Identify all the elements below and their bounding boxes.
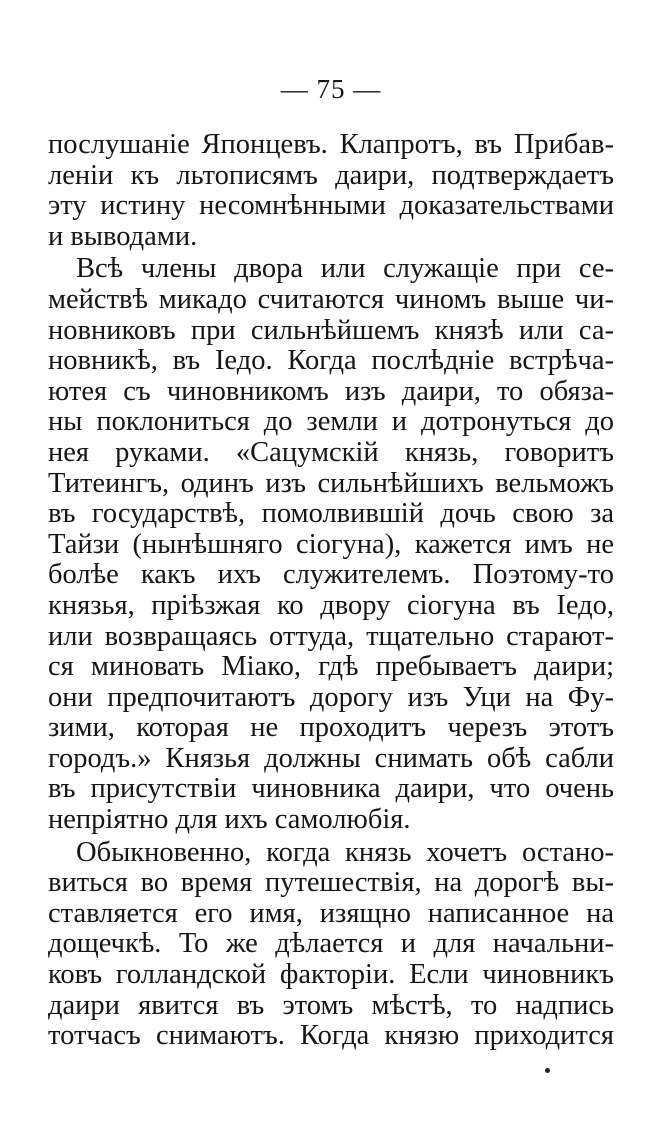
- text-line: даири явится въ этомъ мѣстѣ, то надпись: [48, 990, 614, 1021]
- ink-speck: [545, 1068, 550, 1073]
- text-line: зими, которая не проходитъ черезъ этотъ: [48, 713, 614, 744]
- text-line: дощечкѣ. То же дѣлается и для начальни-: [48, 929, 614, 960]
- text-line: тотчасъ снимаютъ. Когда князю приходится: [48, 1021, 614, 1052]
- text-line: или возвращаясь оттуда, тщательно старают-: [48, 621, 614, 652]
- text-line: болѣе какъ ихъ служителемъ. Поэтому-то: [48, 560, 614, 591]
- text-line: ставляется его имя, изящно написанное на: [48, 898, 614, 929]
- text-line: новниковъ при сильнѣйшемъ князѣ или са-: [48, 315, 614, 346]
- text-line: леніи къ льтописямъ даири, подтверждаетъ: [48, 160, 614, 191]
- text-line: послушаніе Японцевъ. Клапротъ, въ Прибав-: [48, 130, 614, 160]
- text-line: эту истину несомнѣнными доказательствами: [48, 191, 614, 222]
- book-page: [48, 72, 614, 1052]
- text-line: и выводами.: [48, 221, 198, 252]
- text-line: Всѣ члены двора или служащіе при се-: [76, 254, 614, 285]
- text-line: они предпочитаютъ дорогу изъ Уци на Фу-: [48, 682, 614, 713]
- text-line: мействѣ микадо считаются чиномъ выше чи-: [48, 284, 614, 315]
- text-line: Тайзи (нынѣшняго сіогуна), кажется имъ не: [48, 529, 614, 560]
- paragraph-1: [48, 130, 614, 252]
- text-line: князья, пріѣзжая ко двору сіогуна въ Іедо,: [48, 590, 614, 621]
- paragraph-3: [48, 838, 614, 1052]
- text-line: новникѣ, въ Іедо. Когда послѣдніе встрѣча-: [48, 346, 614, 377]
- text-line: непріятно для ихъ самолюбія.: [48, 805, 411, 836]
- text-line: ся миновать Міако, гдѣ пребываетъ даири;: [48, 652, 614, 683]
- text-line: городъ.» Князья должны снимать обѣ сабли: [48, 743, 614, 774]
- text-line: ютея съ чиновникомъ изъ даири, то обяза-: [48, 376, 614, 407]
- text-line: Обыкновенно, когда князь хочетъ остано-: [76, 837, 614, 868]
- paragraph-2: [48, 254, 614, 835]
- text-line: нея руками. «Сацумскій князь, говоритъ: [48, 437, 614, 468]
- text-line: въ государствѣ, помолвившій дочь свою за: [48, 499, 614, 530]
- text-line: ковъ голландской факторіи. Если чиновникъ: [48, 960, 614, 991]
- text-line: въ присутствіи чиновника даири, что очень: [48, 774, 614, 805]
- text-line: Титеингъ, одинъ изъ сильнѣйшихъ вельможъ: [48, 468, 614, 499]
- text-line: виться во время путешествія, на дорогѣ вы-: [48, 868, 614, 899]
- page-number: — 75 —: [280, 74, 382, 104]
- text-line: ны поклониться до земли и дотронуться до: [48, 407, 614, 438]
